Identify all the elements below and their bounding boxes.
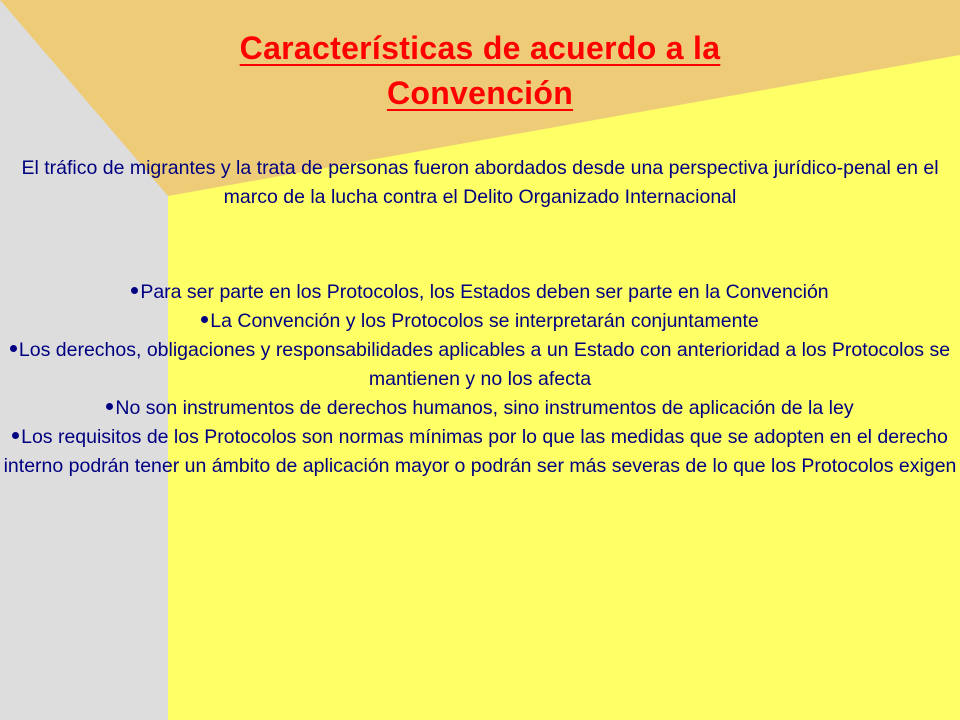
- bullet-icon: [106, 403, 113, 410]
- bullet-icon: [131, 287, 138, 294]
- bullet-icon: [10, 345, 17, 352]
- bullet-text: No son instrumentos de derechos humanos, sino instrumentos de aplicación de la ley: [115, 397, 854, 419]
- slide-title-line-2: Convención: [386, 75, 574, 111]
- intro-paragraph: El tráfico de migrantes y la trata de personas fueron abordados desde una perspectiva jurídico-penal en el marco de la lucha contra el Delito Organizado Internacional: [21, 157, 939, 208]
- bullet-icon: [201, 316, 208, 323]
- bullet-item: [0, 394, 960, 423]
- bullet-item: [0, 423, 960, 481]
- slide-title: [100, 26, 860, 116]
- slide-title-line-1: Características de acuerdo a la: [239, 30, 721, 66]
- bullet-item: [0, 336, 960, 394]
- bullet-icon: [12, 432, 19, 439]
- bullet-list: [0, 278, 960, 481]
- bullet-text: La Convención y los Protocolos se interpretarán conjuntamente: [210, 310, 759, 332]
- bullet-item: [0, 307, 960, 336]
- bullet-item: [0, 278, 960, 307]
- bullet-text: Para ser parte en los Protocolos, los Estados deben ser parte en la Convención: [140, 281, 829, 303]
- bullet-text: Los derechos, obligaciones y responsabilidades aplicables a un Estado con anterioridad a los Protocolos se mantienen y no los afecta: [18, 339, 951, 390]
- bullet-text: Los requisitos de los Protocolos son normas mínimas por lo que las medidas que se adopten en el derecho interno podrán tener un ámbito de aplicación mayor o podrán ser más severas de lo que los Protocolos exigen: [3, 426, 957, 477]
